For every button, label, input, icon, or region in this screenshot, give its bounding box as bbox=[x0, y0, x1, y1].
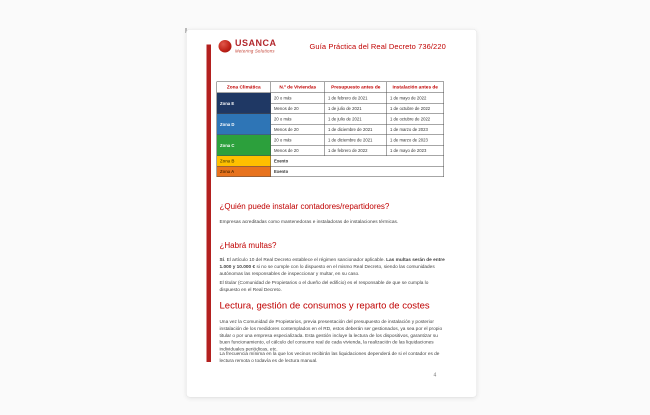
table-cell: 20 o más bbox=[271, 93, 325, 104]
table-cell: 1 de diciembre de 2021 bbox=[325, 124, 387, 135]
table-cell: Menos de 20 bbox=[271, 124, 325, 135]
section-body-multas-p2: El titular (Comunidad de Propietarios o el dueño del edificio) es el responsable de que se cumpla lo dispuesto en el Real Decreto. bbox=[219, 280, 429, 293]
climate-zones-table bbox=[217, 82, 445, 178]
text-run: . El artículo 10 del Real Decreto establece el régimen sancionador aplicable. bbox=[223, 257, 387, 263]
table-cell: 1 de mayo de 2022 bbox=[387, 93, 444, 104]
table-cell: 1 de marzo de 2023 bbox=[387, 124, 444, 135]
table-cell: Menos de 20 bbox=[271, 103, 325, 114]
logo-name: USANCA bbox=[235, 38, 277, 48]
zone-a-exempt-cell: Exento bbox=[271, 166, 444, 177]
header-instalacion: Instalación antes de bbox=[387, 82, 444, 93]
bold-multas-importe: Las multas serán de entre 1.000 y 10.000 € bbox=[219, 257, 445, 270]
table-row bbox=[217, 93, 444, 104]
left-accent-bar bbox=[207, 45, 212, 363]
bold-si: Sí bbox=[219, 257, 224, 263]
document-viewer bbox=[186, 29, 478, 399]
section-heading-quien: ¿Quién puede instalar contadores/repartidores? bbox=[219, 202, 390, 211]
zone-b-label: Zona B bbox=[217, 156, 271, 167]
zone-e-label: Zona E bbox=[217, 93, 271, 114]
section-body-multas-p1 bbox=[220, 257, 446, 278]
header-presupuesto: Presupuesto antes de bbox=[325, 82, 387, 93]
zone-d-label: Zona D bbox=[217, 114, 271, 135]
text-run: si no se cumple con lo dispuesto en el mismo Real Decreto, siendo las comunidades autónomas las responsables de inspeccionar y multar, en su caso. bbox=[219, 263, 435, 277]
page-number: 4 bbox=[433, 372, 437, 378]
document-page bbox=[186, 29, 477, 398]
table-cell: 1 de julio de 2021 bbox=[325, 103, 387, 114]
table-cell: 1 de octubre de 2022 bbox=[387, 114, 444, 125]
section-body-lectura-p1: Una vez la Comunidad de Propietarios, previa presentación del presupuesto de instalación y posterior instalación de los medidores contemplados en el RD, estos deberán ser gestionados, ya sea por el propio titular o por una empresa especializada. Esta gestión incluye la lectura de los dispositivos, garantizar su buen funcionamiento, el cálculo del consumo real de cada vivienda, la realización de las liquidaciones individuales periódicas, etc. bbox=[219, 319, 443, 353]
table-cell: 1 de mayo de 2023 bbox=[387, 145, 444, 156]
table-cell: 20 o más bbox=[271, 135, 325, 146]
table-row bbox=[217, 114, 444, 125]
table-cell: 20 o más bbox=[271, 114, 325, 125]
header-zona-climatica: Zona Climática bbox=[217, 82, 271, 93]
section-heading-lectura: Lectura, gestión de consumos y reparto de costes bbox=[219, 300, 430, 311]
table-cell: 1 de diciembre de 2021 bbox=[325, 135, 387, 146]
table-cell: 1 de febrero de 2022 bbox=[325, 145, 387, 156]
table-cell: 1 de febrero de 2021 bbox=[325, 93, 387, 104]
table-header-row bbox=[217, 82, 444, 93]
page-title: Guía Práctica del Real Decreto 736/220 bbox=[309, 42, 446, 51]
logo-tagline: Metering Solutions bbox=[235, 48, 275, 54]
zone-a-label: Zona A bbox=[217, 166, 271, 177]
table-row bbox=[217, 135, 444, 146]
header-num-viviendas: N.º de Viviendas bbox=[271, 82, 325, 93]
zone-c-label: Zona C bbox=[217, 135, 271, 156]
zone-b-exempt-cell: Exento bbox=[271, 156, 444, 167]
section-heading-multas: ¿Habrá multas? bbox=[219, 241, 277, 250]
table-cell: 1 de julio de 2021 bbox=[325, 114, 387, 125]
table-cell: 1 de octubre de 2022 bbox=[387, 103, 444, 114]
usanca-logo-icon bbox=[219, 40, 232, 53]
section-body-quien: Empresas acreditadas como mantenedoras e instaladoras de instalaciones térmicas. bbox=[219, 219, 399, 225]
table-cell: Menos de 20 bbox=[271, 145, 325, 156]
table-row bbox=[217, 166, 444, 177]
section-body-lectura-p2: La frecuencia mínima en la que los vecinos recibirán las liquidaciones dependerá de si el contador es de lectura remota o todavía es de lectura manual. bbox=[219, 351, 440, 364]
table-row bbox=[217, 156, 444, 167]
logo bbox=[219, 39, 277, 54]
table-cell: 1 de marzo de 2023 bbox=[387, 135, 444, 146]
